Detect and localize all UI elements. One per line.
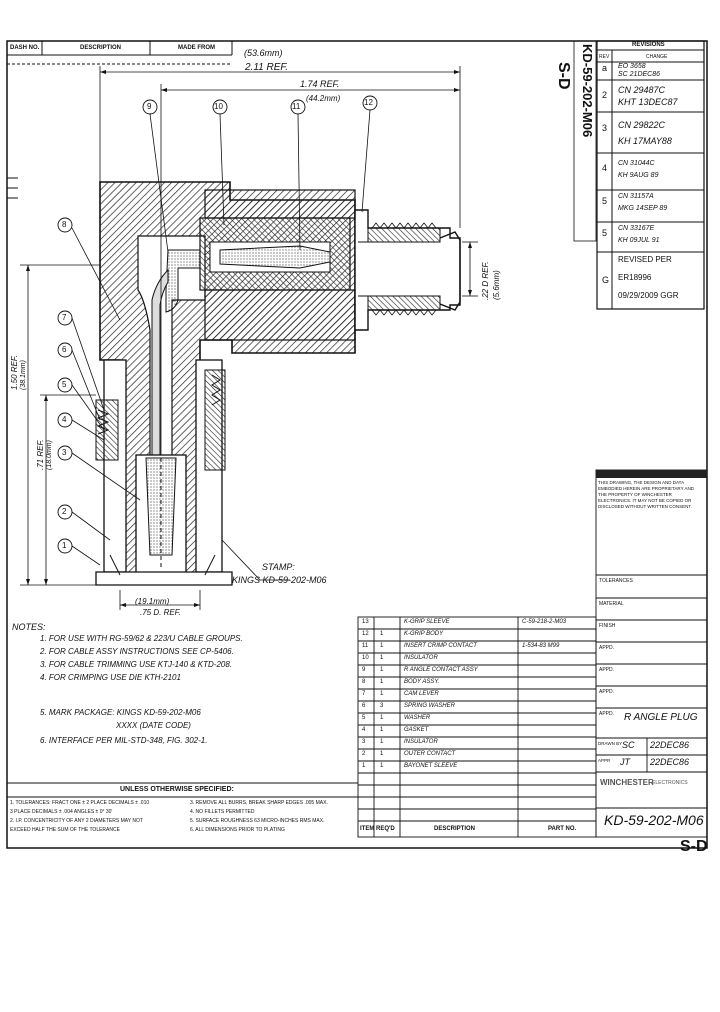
field-label: APPD. xyxy=(599,645,615,651)
callout-6: 6 xyxy=(62,345,67,354)
drawing-number: KD-59-202-M06 xyxy=(604,812,704,828)
stamp-text: KINGS KD-59-202-M06 xyxy=(232,575,327,585)
drawing-title: R ANGLE PLUG xyxy=(624,712,698,723)
header-dash-no: DASH NO. xyxy=(10,45,40,51)
tolerance-line: 5. SURFACE ROUGHNESS 63 MICRO-INCHES RMS MAX. xyxy=(190,818,325,824)
callout-11: 11 xyxy=(292,102,301,111)
tolerance-line: 3. REMOVE ALL BURRS, BREAK SHARP EDGES .005 MAX. xyxy=(190,800,328,806)
revision-row: 5 CN 33167E KH 09JUL 91 xyxy=(602,225,660,244)
revision-row: 4 CN 31044C KH 9AUG 89 xyxy=(602,160,659,179)
bom-row: 10 1 INSULATOR xyxy=(362,655,438,661)
bom-row: 4 1 GASKET xyxy=(362,727,429,733)
callout-9: 9 xyxy=(147,102,152,111)
bom-row: 5 1 WASHER xyxy=(362,715,431,721)
approved-label: APPR xyxy=(598,758,611,763)
note-item: XXXX (DATE CODE) xyxy=(116,721,191,730)
vertical-drawing-number: KD-59-202-M06 xyxy=(580,44,595,138)
sheet-id-corner: S-D xyxy=(680,838,708,855)
bom-row: 12 1 K-GRIP BODY xyxy=(362,631,444,637)
note-item: 4. FOR CRIMPING USE DIE KTH-2101 xyxy=(40,673,181,682)
dim-18-0mm: (18.0mm) xyxy=(46,440,53,470)
revision-row: G REVISED PER ER18996 09/29/2009 GGR xyxy=(602,255,679,300)
callout-4: 4 xyxy=(62,415,67,424)
field-label: FINISH xyxy=(599,623,616,629)
bom-row: 11 1 INSERT CRIMP CONTACT 1-534-83 M99 xyxy=(362,643,560,649)
company-subtitle: ELECTRONICS xyxy=(652,780,688,786)
callout-12: 12 xyxy=(364,98,373,107)
field-label: APPD. xyxy=(599,667,615,673)
header-made-from: MADE FROM xyxy=(178,45,215,51)
callout-10: 10 xyxy=(214,102,223,111)
tolerance-line: EXCEED HALF THE SUM OF THE TOLERANCE xyxy=(10,827,120,833)
stamp-label: STAMP: xyxy=(262,562,295,572)
bom-row: 1 1 BAYONET SLEEVE xyxy=(362,763,458,769)
revision-row: 5 CN 31157A MKG 14SEP 89 xyxy=(602,193,668,212)
field-label: TOLERANCES xyxy=(599,578,633,584)
note-item: 5. MARK PACKAGE: KINGS KD-59-202-M06 xyxy=(40,708,201,717)
bom-row: 13 K-GRIP SLEEVE C-59-218-2-M03 xyxy=(362,619,567,625)
callout-2: 2 xyxy=(62,507,67,516)
proprietary-notice: THIS DRAWING, THE DESIGN AND DATA EMBODIED HEREIN ARE PROPRIETARY AND THE PROPERTY OF WINCHESTER ELECTRONICS. IT MAY NOT BE COPIED OR DISCLOSED WITHOUT WRITTEN CONSENT. xyxy=(598,480,695,509)
header-description: DESCRIPTION xyxy=(80,45,122,51)
bom-row: 6 3 SPRING WASHER xyxy=(362,703,455,709)
bom-row: 9 1 R ANGLE CONTACT ASSY xyxy=(362,667,478,673)
bom-row: 2 1 OUTER CONTACT xyxy=(362,751,456,757)
notes-title: NOTES: xyxy=(12,622,46,632)
drawn-date: 22DEC86 xyxy=(650,740,690,750)
callout-1: 1 xyxy=(62,541,67,550)
callout-7: 7 xyxy=(62,313,67,322)
tolerance-line: 3 PLACE DECIMALS ± .004 ANGLES ± 0° 30' xyxy=(10,809,113,815)
dim-53-6mm: (53.6mm) xyxy=(244,48,283,58)
bom-row: 3 1 INSULATOR xyxy=(362,739,438,745)
vertical-sheet-id: S-D xyxy=(555,62,572,90)
revisions-title: REVISIONS xyxy=(632,42,665,48)
dim-5-6mm: (5.6mm) xyxy=(492,270,501,300)
note-item: 3. FOR CABLE TRIMMING USE KTJ-140 & KTD-208. xyxy=(40,660,233,669)
callout-3: 3 xyxy=(62,448,67,457)
revision-row: a EO 3658 SC 21DEC86 xyxy=(602,63,661,78)
tolerance-line: 2. I.P. CONCENTRICITY OF ANY 2 DIAMETERS MAY NOT xyxy=(10,818,143,824)
bom-row: 8 1 BODY ASSY. xyxy=(362,679,440,685)
dim-1-50-ref: 1.50 REF. xyxy=(10,355,19,390)
dim-19-1mm: (19.1mm) xyxy=(135,597,170,606)
approved-by: JT xyxy=(620,757,630,767)
revision-row: 3 CN 29822C KH 17MAY88 xyxy=(602,120,672,146)
field-label: APPD. xyxy=(599,689,615,695)
callout-8: 8 xyxy=(62,220,67,229)
note-item: 1. FOR USE WITH RG-59/62 & 223/U CABLE GROUPS. xyxy=(40,634,243,643)
bom-footer: ITEM REQ'D DESCRIPTION PART NO. xyxy=(360,826,577,832)
revisions-col-rev: REV xyxy=(599,54,610,60)
dim-38-1mm: (38.1mm) xyxy=(20,360,27,390)
tolerance-title: UNLESS OTHERWISE SPECIFIED: xyxy=(120,786,234,793)
dim-22-d-ref: .22 D REF. xyxy=(481,261,490,300)
bom-row: 7 1 CAM LEVER xyxy=(362,691,439,697)
company-logo: WINCHESTER xyxy=(600,778,654,787)
drawn-by-label: DRAWN BY xyxy=(598,741,623,746)
drawn-by: SC xyxy=(622,740,635,750)
tolerance-line: 6. ALL DIMENSIONS PRIOR TO PLATING xyxy=(190,827,285,833)
revision-row: 2 CN 29487C KHT 13DEC87 xyxy=(602,85,678,107)
note-item: 2. FOR CABLE ASSY INSTRUCTIONS SEE CP-5406. xyxy=(40,647,234,656)
field-label: MATERIAL xyxy=(599,601,624,607)
tolerance-line: 1. TOLERANCES: FRACT ONE ± 2 PLACE DECIMALS ± .010 xyxy=(10,800,150,806)
dim-1-74-ref: 1.74 REF. xyxy=(300,79,340,89)
dim-44-2mm: (44.2mm) xyxy=(306,94,341,103)
approved-date: 22DEC86 xyxy=(650,757,690,767)
note-item: 6. INTERFACE PER MIL-STD-348, FIG. 302-1. xyxy=(40,736,208,745)
field-label: APPD. xyxy=(599,711,615,717)
dim-75-d-ref: .75 D. REF. xyxy=(140,608,181,617)
dim-2-11-ref: 2.11 REF. xyxy=(245,62,288,73)
dim-71-ref: .71 REF. xyxy=(36,439,45,470)
revisions-col-change: CHANGE xyxy=(646,54,668,60)
callout-5: 5 xyxy=(62,380,67,389)
tolerance-line: 4. NO FILLETS PERMITTED xyxy=(190,809,255,815)
